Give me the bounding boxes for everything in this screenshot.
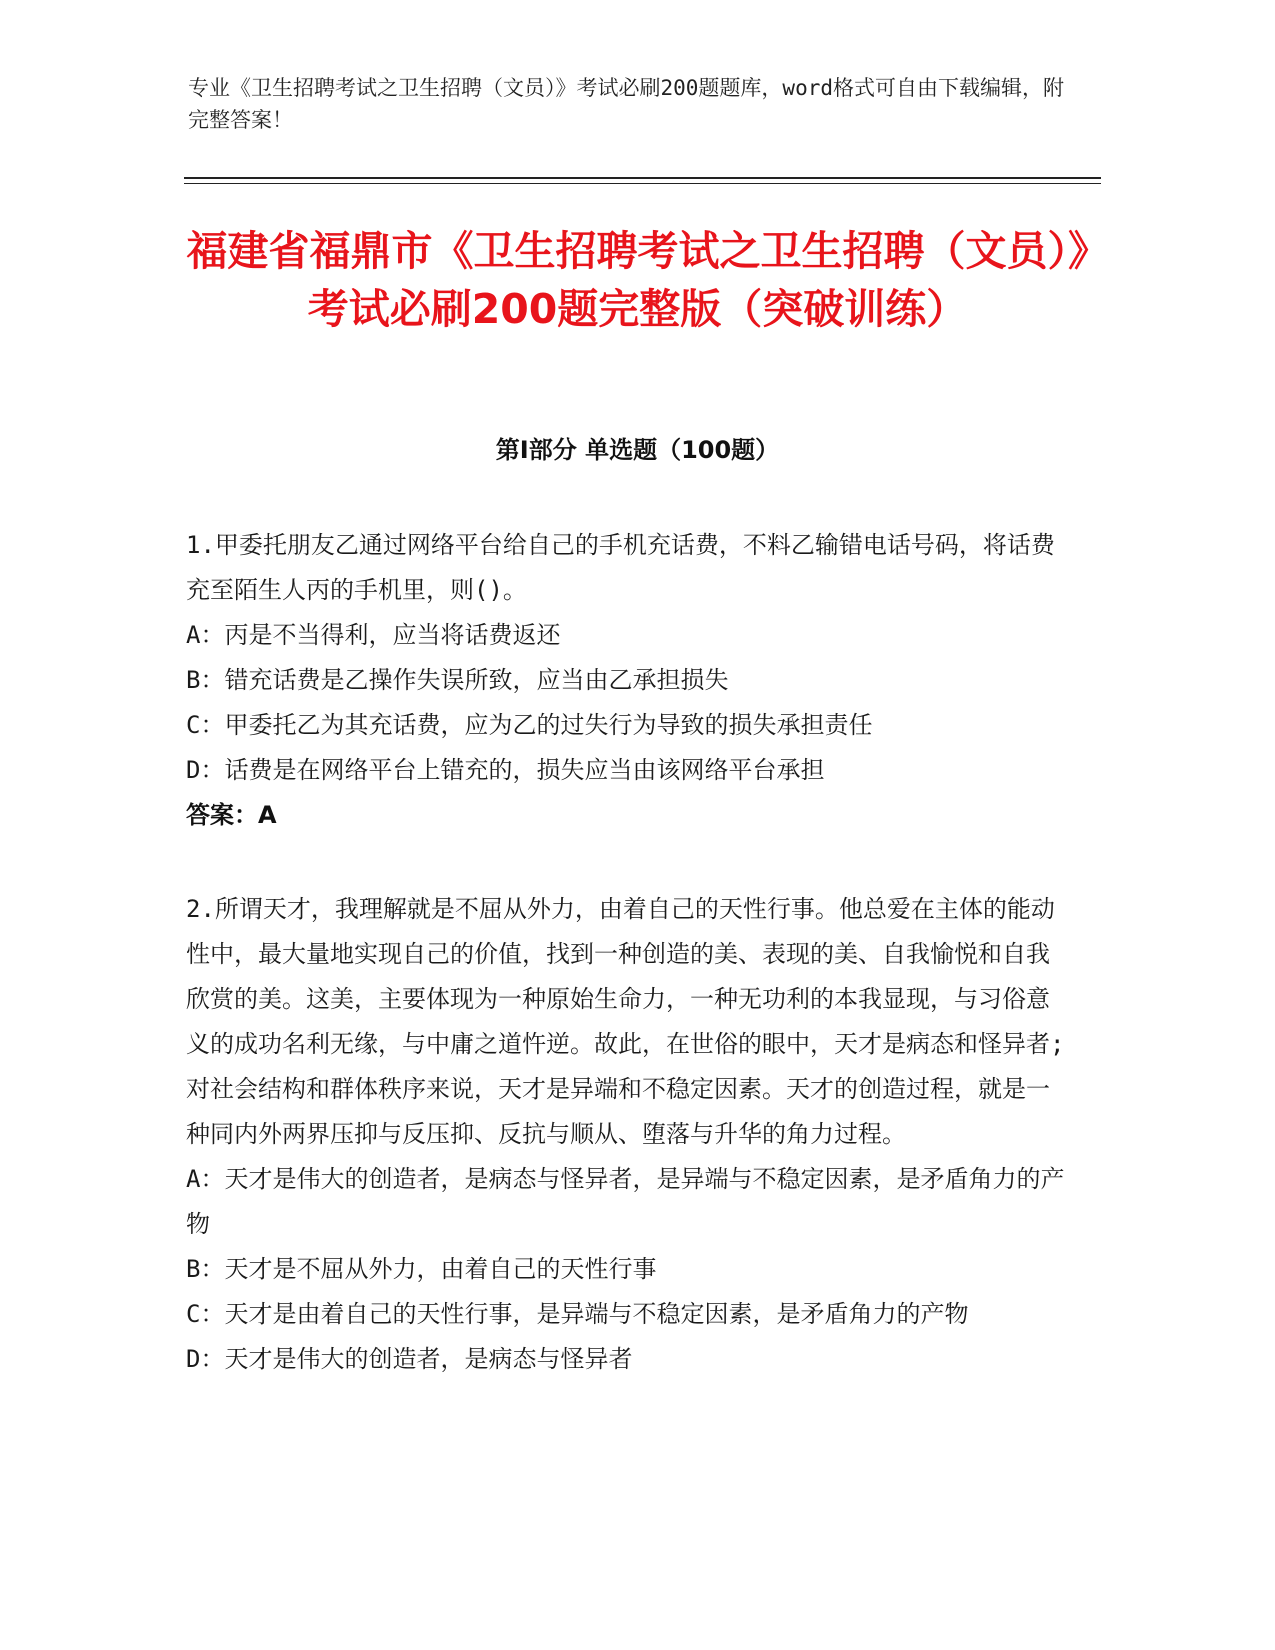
option-d: D：话费是在网络平台上错充的，损失应当由该网络平台承担 — [186, 756, 825, 784]
option-c: C：天才是由着自己的天性行事，是异端与不稳定因素，是矛盾角力的产物 — [186, 1300, 969, 1328]
option-a: A：天才是伟大的创造者，是病态与怪异者，是异端与不稳定因素，是矛盾角力的产物 — [186, 1165, 1065, 1238]
option-c: C：甲委托乙为其充话费，应为乙的过失行为导致的损失承担责任 — [186, 711, 873, 739]
section-heading: 第I部分 单选题（100题） — [495, 436, 780, 464]
option-b: B：错充话费是乙操作失误所致，应当由乙承担损失 — [186, 666, 729, 694]
option-d: D：天才是伟大的创造者，是病态与怪异者 — [186, 1345, 633, 1373]
header-divider-thick — [184, 177, 1101, 179]
option-b: B：天才是不屈从外力，由着自己的天性行事 — [186, 1255, 657, 1283]
header-note: 专业《卫生招聘考试之卫生招聘（文员）》考试必刷200题题库，word格式可自由下载编辑，附完整答案！ — [188, 76, 1064, 132]
question-1 — [186, 523, 1066, 838]
header-divider-thin — [184, 183, 1101, 184]
question-stem: 2.所谓天才，我理解就是不屈从外力，由着自己的天性行事。他总爱在主体的能动性中，最大量地实现自己的价值，找到一种创造的美、表现的美、自我愉悦和自我欣赏的美。这美，主要体现为一种原始生命力，一种无功利的本我显现，与习俗意义的成功名利无缘，与中庸之道忤逆。故此，在世俗的眼中，天才是病态和怪异者;对社会结构和群体秩序来说，天才是异端和不稳定因素。天才的创造过程，就是一种同内外两界压抑与反压抑、反抗与顺从、堕落与升华的角力过程。 — [186, 895, 1065, 1148]
option-a: A：丙是不当得利，应当将话费返还 — [186, 621, 561, 649]
document-title: 福建省福鼎市《卫生招聘考试之卫生招聘（文员）》考试必刷200题完整版（突破训练） — [186, 227, 1089, 333]
question-stem: 1.甲委托朋友乙通过网络平台给自己的手机充话费，不料乙输错电话号码，将话费充至陌生人丙的手机里，则()。 — [186, 531, 1055, 604]
question-2 — [186, 887, 1066, 1382]
answer: 答案：A — [186, 801, 277, 829]
